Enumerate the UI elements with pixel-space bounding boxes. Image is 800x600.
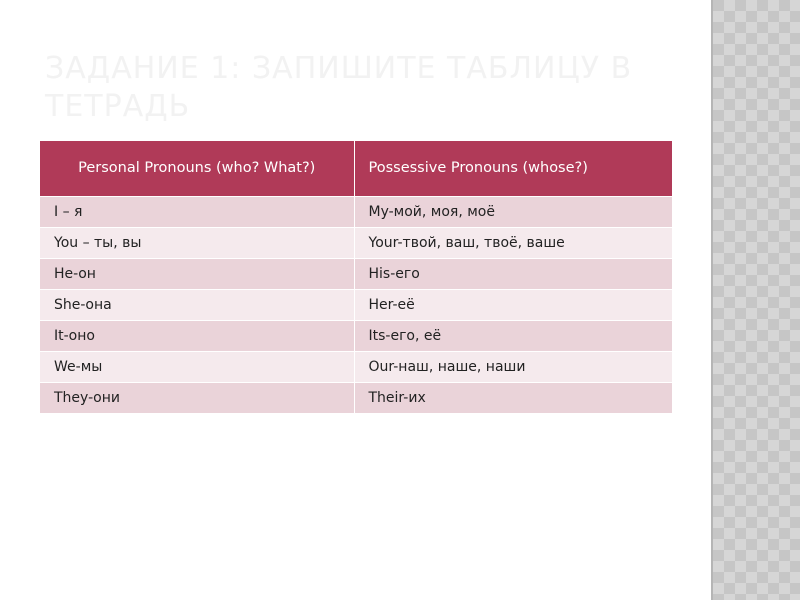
possessive-pronoun-cell: Their-их bbox=[354, 382, 672, 413]
personal-pronoun-cell: She-она bbox=[40, 289, 354, 320]
slide-title: ЗАДАНИЕ 1: ЗАПИШИТЕ ТАБЛИЦУ В ТЕТРАДЬ bbox=[45, 51, 633, 124]
table-header-row bbox=[40, 141, 672, 196]
table-row bbox=[40, 227, 672, 258]
possessive-pronoun-cell: Your-твой, ваш, твоё, ваше bbox=[354, 227, 672, 258]
possessive-pronoun-cell: Its-его, её bbox=[354, 320, 672, 351]
personal-pronoun-cell: You – ты, вы bbox=[40, 227, 354, 258]
possessive-pronoun-cell: My-мой, моя, моё bbox=[354, 196, 672, 227]
personal-pronoun-cell: He-он bbox=[40, 258, 354, 289]
table-row bbox=[40, 382, 672, 413]
pronouns-table bbox=[40, 141, 672, 413]
table-row bbox=[40, 258, 672, 289]
personal-pronoun-cell: I – я bbox=[40, 196, 354, 227]
decorative-side-pattern bbox=[713, 0, 800, 600]
personal-pronoun-cell: It-оно bbox=[40, 320, 354, 351]
personal-pronoun-cell: We-мы bbox=[40, 351, 354, 382]
header-possessive-pronouns: Possessive Pronouns (whose?) bbox=[354, 141, 672, 196]
header-personal-pronouns: Personal Pronouns (who? What?) bbox=[40, 141, 354, 196]
table-row bbox=[40, 320, 672, 351]
possessive-pronoun-cell: Our-наш, наше, наши bbox=[354, 351, 672, 382]
personal-pronoun-cell: They-они bbox=[40, 382, 354, 413]
possessive-pronoun-cell: His-его bbox=[354, 258, 672, 289]
table-row bbox=[40, 196, 672, 227]
table-row bbox=[40, 351, 672, 382]
table-row bbox=[40, 289, 672, 320]
possessive-pronoun-cell: Her-её bbox=[354, 289, 672, 320]
